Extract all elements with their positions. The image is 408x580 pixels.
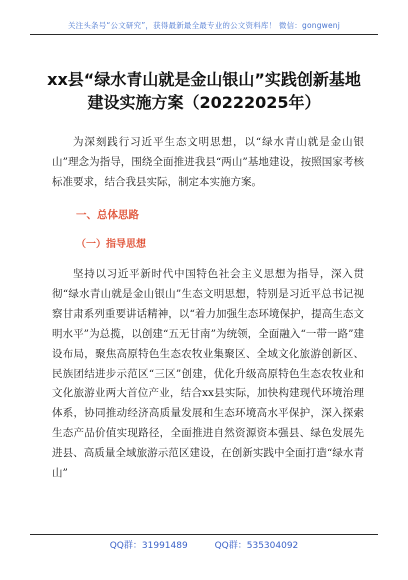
section-heading-overall-approach: 一、总体思路	[76, 209, 139, 221]
intro-paragraph: 为深刻践行习近平生态文明思想，以“绿水青山就是金山银山”理念为指导，围绕全面推进我县“两山”基地建设，按照国家考核标准要求，结合我县实际，制定本实施方案。	[52, 136, 364, 188]
header-divider	[30, 34, 378, 35]
footer-qq-group-2: QQ群：535304092	[214, 541, 299, 551]
footer-divider	[30, 534, 378, 535]
footer-qq-group-1: QQ群：31991489	[109, 541, 188, 551]
footer	[0, 538, 408, 551]
guiding-ideology-paragraph: 坚持以习近平新时代中国特色社会主义思想为指导，深入贯彻“绿水青山就是金山银山”生态文明思想，特别是习近平总书记视察甘肃系列重要讲话精神，以“着力加强生态环境保护，提高生态文明水平”为总揽，以创建“五无甘南”为统领，全面融入“一带一路”建设布局，聚焦高原特色生态农牧业集聚区、全域文化旅游创新区、民族团结进步示范区“三区”创建，优化升级高原特色生态农牧业和文化旅游业两大首位产业，结合xx县实际，加快构建现代环境治理体系，协同推动经济高质量发展和生态环境高水平保护，深入探索生态产品价值实现路径，全面推进自然资源资本强县、绿色发展先进县、高质量全域旅游示范区建设，在创新实践中全面打造“绿水青山”	[52, 268, 364, 480]
subsection-heading-guiding-ideology: （一）指导思想	[76, 239, 146, 250]
document-title: xx县“绿水青山就是金山银山”实践创新基地建设实施方案（20222025年）	[47, 70, 361, 112]
header-note: 关注头条号“公文研究”，获得最新最全最专业的公文资料库！ 微信：gongwenj	[67, 21, 341, 30]
